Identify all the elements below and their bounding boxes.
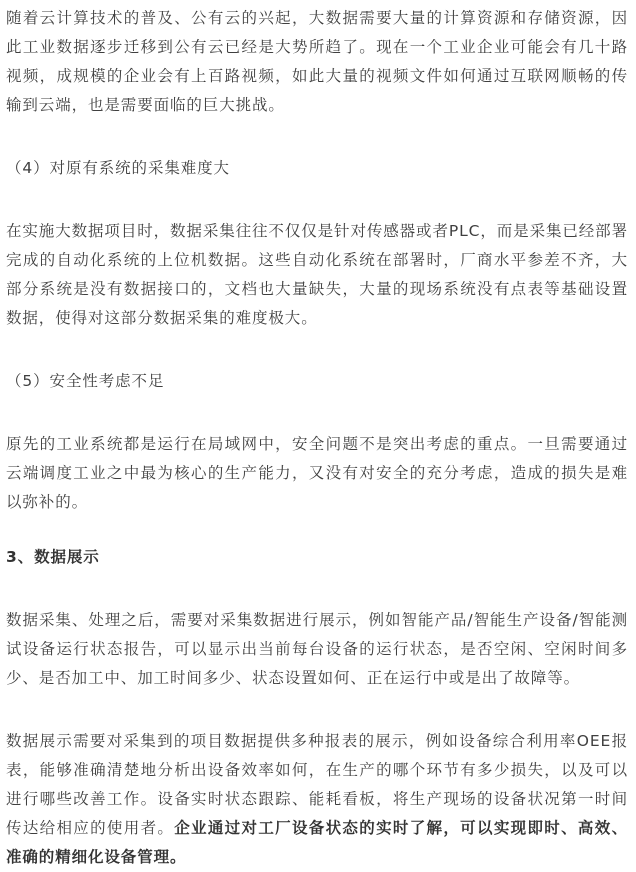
paragraph-gap xyxy=(6,572,628,606)
paragraph-gap xyxy=(6,333,628,367)
paragraph-security: 原先的工业系统都是运行在局域网中，安全问题不是突出考虑的重点。一旦需要通过云端调度工业之中最为核心的生产能力，又没有对安全的充分考虑，造成的损失是难以弥补的。 xyxy=(6,435,628,511)
paragraph-gap xyxy=(6,120,628,154)
paragraph-gap xyxy=(6,693,628,727)
heading-security: （5）安全性考虑不足 xyxy=(6,372,165,390)
paragraph-display-intro: 数据采集、处理之后，需要对采集数据进行展示，例如智能产品/智能生产设备/智能测试设备运行状态报告，可以显示出当前每台设备的运行状态，是否空闲、空闲时间多少、是否加工中、加工时间多少、状态设置如何、正在运行中或是出了故障等。 xyxy=(6,611,628,687)
heading-legacy-system-difficulty: （4）对原有系统的采集难度大 xyxy=(6,159,230,177)
paragraph-display-reports-bold: 企业通过对工厂设备状态的实时了解，可以实现即时、高效、准确的精细化设备管理。 xyxy=(6,819,628,866)
paragraph-cloud-migration: 随着云计算技术的普及、公有云的兴起，大数据需要大量的计算资源和存储资源，因此工业数据逐步迁移到公有云已经是大势所趋了。现在一个工业企业可能会有几十路视频，成规模的企业会有上百路视频，如此大量的视频文件如何通过互联网顺畅的传输到云端，也是需要面临的巨大挑战。 xyxy=(6,9,628,114)
paragraph-gap xyxy=(6,517,628,543)
paragraph-gap xyxy=(6,183,628,217)
paragraph-legacy-system: 在实施大数据项目时，数据采集往往不仅仅是针对传感器或者PLC，而是采集已经部署完成的自动化系统的上位机数据。这些自动化系统在部署时，厂商水平参差不齐，大部分系统是没有数据接口的，文档也大量缺失，大量的现场系统没有点表等基础设置数据，使得对这部分数据采集的难度极大。 xyxy=(6,222,628,327)
paragraph-display-reports-text: 数据展示需要对采集到的项目数据提供多种报表的展示，例如设备综合利用率OEE报表，能够准确清楚地分析出设备效率如何，在生产的哪个环节有多少损失，以及可以进行哪些改善工作。设备实时状态跟踪、能耗看板，将生产现场的设备状况第一时间传达给相应的使用者。 xyxy=(6,732,628,837)
paragraph-gap xyxy=(6,396,628,430)
heading-data-display: 3、数据展示 xyxy=(6,548,100,566)
paragraph-display-reports xyxy=(6,727,628,872)
